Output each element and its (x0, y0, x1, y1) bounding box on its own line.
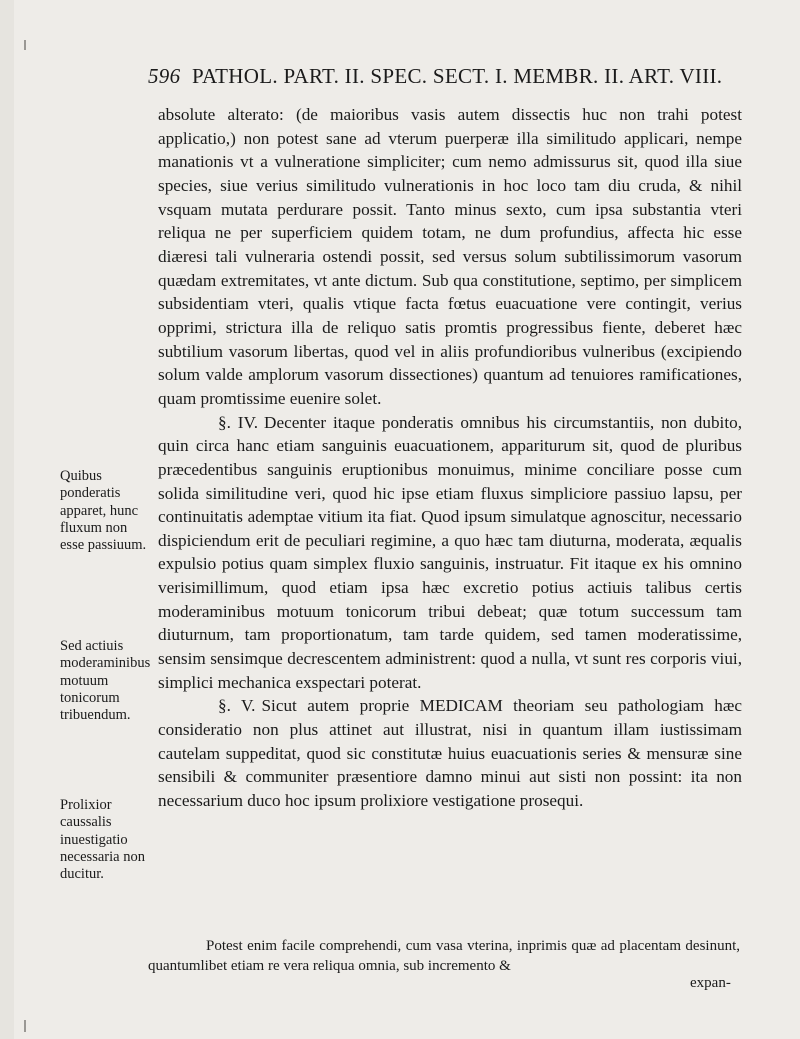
page-number: 596 (148, 64, 181, 88)
gutter-mark (24, 40, 26, 50)
section-mark: §. IV. (218, 412, 259, 432)
running-title: PATHOL. PART. II. SPEC. SECT. I. MEMBR. II. ART. VIII. (191, 64, 723, 88)
margin-note-2: Sed actiuis moderaminibus motuum tonicorum tribuendum. (60, 638, 151, 724)
margin-note-1: Quibus ponderatis apparet, hunc fluxum non esse passiuum. (60, 468, 147, 554)
gutter-mark (24, 1020, 26, 1032)
section-v (158, 694, 742, 812)
main-text (158, 103, 742, 813)
catchword: expan- (690, 975, 731, 991)
paragraph: absolute alterato: (de maioribus vasis autem dissectis huc non trahi potest applicatio,) non potest sane ad vterum puerperæ illa similitudo applicari, nempe manationis vt a vulneratione simpliciter; cum nemo admissurus sit, quod illa siue species, siue verius similitudo vulnerationis in hoc loco tam diu cruda, & nihil vsquam mutata perdurare possit. Tanto minus sexto, cum ipsa substantia vteri reliqua ne per superficiem quidem totam, ne dum profundius, affecta hic esse diæresi tali vulneraria ostendi possit, sed versus solum subtilissimorum vasorum quædam extremitates, vt ante dictum. Sub qua constitutione, septimo, per simplicem subsidentiam vteri, qualis vtique facta fœtus euacuatione vere contingit, verius opprimi, strictura illa de reliquo satis promtis progressibus fiente, deberet hæc subtilium vasorum libertas, quod vel in aliis profundioribus vulneribus (excipiendo solum valde amplorum vasorum dissectiones) quantum ad tenuiores ramificationes, quam promtissime euenire solet. (158, 105, 742, 408)
footnote: Potest enim facile comprehendi, cum vasa vterina, inprimis quæ ad placentam desinunt, quantumlibet etiam re vera reliqua omnia, sub incremento & (148, 938, 740, 974)
running-header (148, 64, 748, 89)
paragraph: Decenter itaque ponderatis omnibus his circumstantiis, non dubito, quin circa hanc etiam sanguinis euacuationem, appariturum sit, quod de pluribus præcedentibus sanguinis eruptionibus monuimus, minime conciliare posse cum solida similitudine veri, quod hic ipse etiam fluxus simpliciore passiuo lapsu, per continuitatis ademptae vitium ita fiat. Quod ipsum simulatque agnoscitur, necessario dispiciendum erit de peculiari regimine, a quo hæc tam diuturna, moderata, æqualis expulsio potius quam simplex fluxio sanguinis, instruatur. Fit itaque ex his omnino verisimillimum, quod etiam ipsa hæc excretio potius actiuis talibus certis moderaminibus motuum tonicorum tribui debeat; quæ totum successum tam diuturnum, tam proportionatum, tam tarde quidem, sed tamen moderatissime, sensim sensimque decrescentem administrent: quod a nulla, vt sunt res corporis viui, simplici mechanica exspectari poterat. (158, 412, 742, 692)
paragraph: Sicut autem proprie MEDICAM theoriam seu pathologiam hæc consideratio non plus attinet aut illustrat, nisi in quantum illam iustissimam cautelam suppeditat, quod sic constitutæ huius euacuationis series & mensuræ sine sensibili & communiter præsentiore damno minui aut sisti non possint: ita non necessarium duco hoc ipsum prolixiore vestigatione prosequi. (158, 696, 742, 811)
margin-note-3: Prolixior caussalis inuestigatio necessaria non ducitur. (60, 797, 145, 883)
section-iv (158, 411, 742, 695)
section-mark: §. V. (218, 696, 256, 716)
